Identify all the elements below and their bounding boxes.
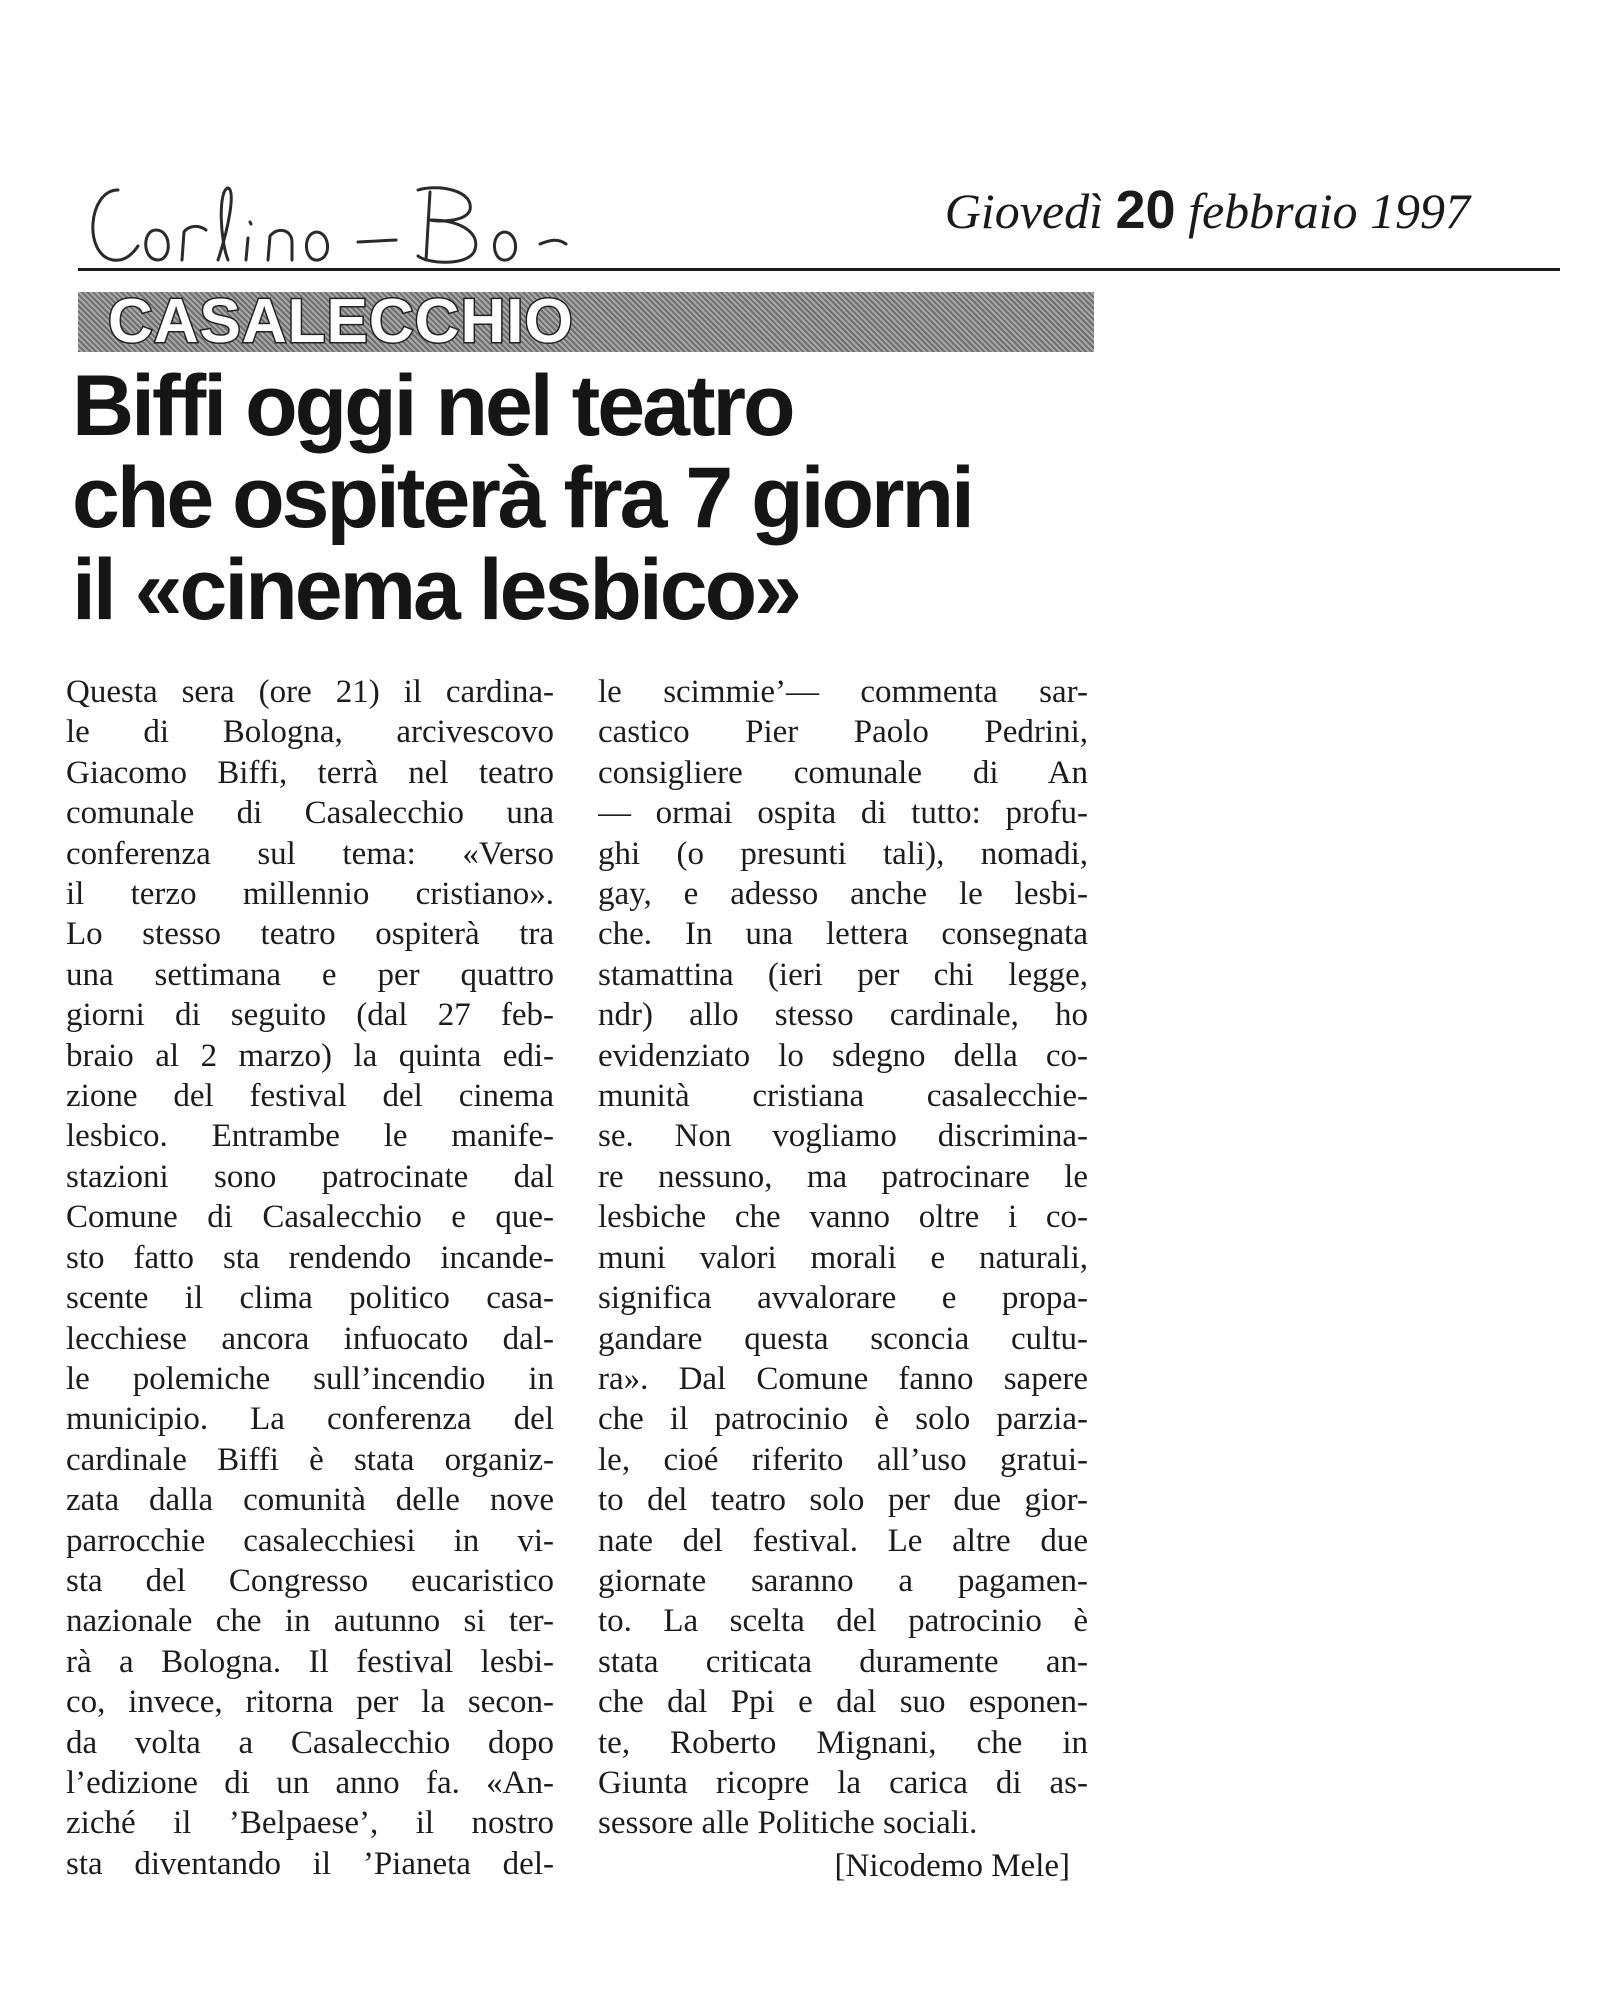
text-line: ghi (o presunti tali), nomadi, (598, 835, 1088, 872)
text-line: rà a Bologna. Il festival lesbi- (66, 1643, 554, 1680)
text-line: Lo stesso teatro ospiterà tra (66, 916, 554, 953)
text-line: l’edizione di un anno fa. «An- (66, 1764, 554, 1801)
date-month-year: febbraio 1997 (1188, 183, 1470, 239)
text-line: stata criticata duramente an- (598, 1643, 1088, 1680)
text-line: che. In una lettera consegnata (598, 916, 1088, 953)
text-line: ndr) allo stesso cardinale, ho (598, 997, 1088, 1034)
text-line: ra». Dal Comune fanno sapere (598, 1360, 1088, 1397)
text-line: le scimmie’— commenta sar- (598, 674, 1088, 710)
text-line: stazioni sono patrocinate dal (66, 1158, 554, 1195)
text-line: braio al 2 marzo) la quinta edi- (66, 1037, 554, 1074)
text-line: zione del festival del cinema (66, 1078, 554, 1115)
text-line: giornate saranno a pagamen- (598, 1562, 1088, 1599)
text-line: sta del Congresso eucaristico (66, 1562, 554, 1599)
text-line: — ormai ospita di tutto: profu- (598, 795, 1088, 832)
text-line: che il patrocinio è solo parzia- (598, 1401, 1088, 1438)
headline-line: che ospiterà fra 7 giorni (72, 450, 972, 546)
text-line: muni valori morali e naturali, (598, 1239, 1088, 1276)
headline-line: il «cinema lesbico» (72, 542, 799, 638)
text-line: Giacomo Biffi, terrà nel teatro (66, 754, 554, 791)
text-line: te, Roberto Mignani, che in (598, 1724, 1088, 1761)
text-line: sessore alle Politiche sociali. (598, 1805, 978, 1842)
text-line: gay, e adesso anche le lesbi- (598, 876, 1088, 913)
text-line: il terzo millennio cristiano». (66, 876, 554, 913)
byline: [Nicodemo Mele] (834, 1848, 1070, 1884)
text-line: le di Bologna, arcivescovo (66, 714, 554, 751)
text-line: una settimana e per quattro (66, 956, 554, 993)
text-line: ziché il ’Belpaese’, il nostro (66, 1805, 554, 1842)
text-line: nate del festival. Le altre due (598, 1522, 1088, 1559)
handwritten-masthead-note (78, 160, 758, 280)
text-line: le, cioé riferito all’uso gratui- (598, 1441, 1088, 1478)
text-line: stamattina (ieri per chi legge, (598, 956, 1088, 993)
text-line: Questa sera (ore 21) il cardina- (66, 674, 554, 710)
text-line: lesbiche che vanno oltre i co- (598, 1199, 1088, 1236)
text-line: to. La scelta del patrocinio è (598, 1603, 1088, 1640)
text-line: cardinale Biffi è stata organiz- (66, 1441, 554, 1478)
text-line: municipio. La conferenza del (66, 1401, 554, 1438)
text-line: conferenza sul tema: «Verso (66, 835, 554, 872)
text-line: da volta a Casalecchio dopo (66, 1724, 554, 1761)
text-line: zata dalla comunità delle nove (66, 1482, 554, 1519)
headline-line: Biffi oggi nel teatro (72, 358, 793, 454)
text-line: re nessuno, ma patrocinare le (598, 1158, 1088, 1195)
text-line: parrocchie casalecchiesi in vi- (66, 1522, 554, 1559)
text-line: significa avvalorare e propa- (598, 1280, 1088, 1317)
section-label: CASALECCHIO (108, 287, 574, 356)
text-line: Giunta ricopre la carica di as- (598, 1764, 1088, 1801)
article-column-right (598, 672, 1088, 1844)
text-line: se. Non vogliamo discrimina- (598, 1118, 1088, 1155)
text-line: Comune di Casalecchio e que- (66, 1199, 554, 1236)
masthead-rule (78, 268, 1560, 271)
text-line: munità cristiana casalecchie- (598, 1078, 1088, 1115)
text-line: scente il clima politico casa- (66, 1280, 554, 1317)
text-line: sta diventando il ’Pianeta del- (66, 1845, 554, 1882)
text-line: sto fatto sta rendendo incande- (66, 1239, 554, 1276)
text-line: le polemiche sull’incendio in (66, 1360, 554, 1397)
text-line: to del teatro solo per due gior- (598, 1482, 1088, 1519)
text-line: lesbico. Entrambe le manife- (66, 1118, 554, 1155)
article-column-left (66, 672, 554, 1884)
date-number: 20 (1115, 180, 1176, 240)
text-line: evidenziato lo sdegno della co- (598, 1037, 1088, 1074)
text-line: giorni di seguito (dal 27 feb- (66, 997, 554, 1034)
text-line: che dal Ppi e dal suo esponen- (598, 1684, 1088, 1721)
text-line: castico Pier Paolo Pedrini, (598, 714, 1088, 751)
dateline (820, 180, 1470, 241)
text-line: consigliere comunale di An (598, 754, 1088, 791)
text-line: nazionale che in autunno si ter- (66, 1603, 554, 1640)
text-line: comunale di Casalecchio una (66, 795, 554, 832)
date-day: Giovedì (944, 183, 1103, 239)
text-line: co, invece, ritorna per la secon- (66, 1684, 554, 1721)
headline (72, 360, 1122, 636)
text-line: gandare questa sconcia cultu- (598, 1320, 1088, 1357)
text-line: lecchiese ancora infuocato dal- (66, 1320, 554, 1357)
